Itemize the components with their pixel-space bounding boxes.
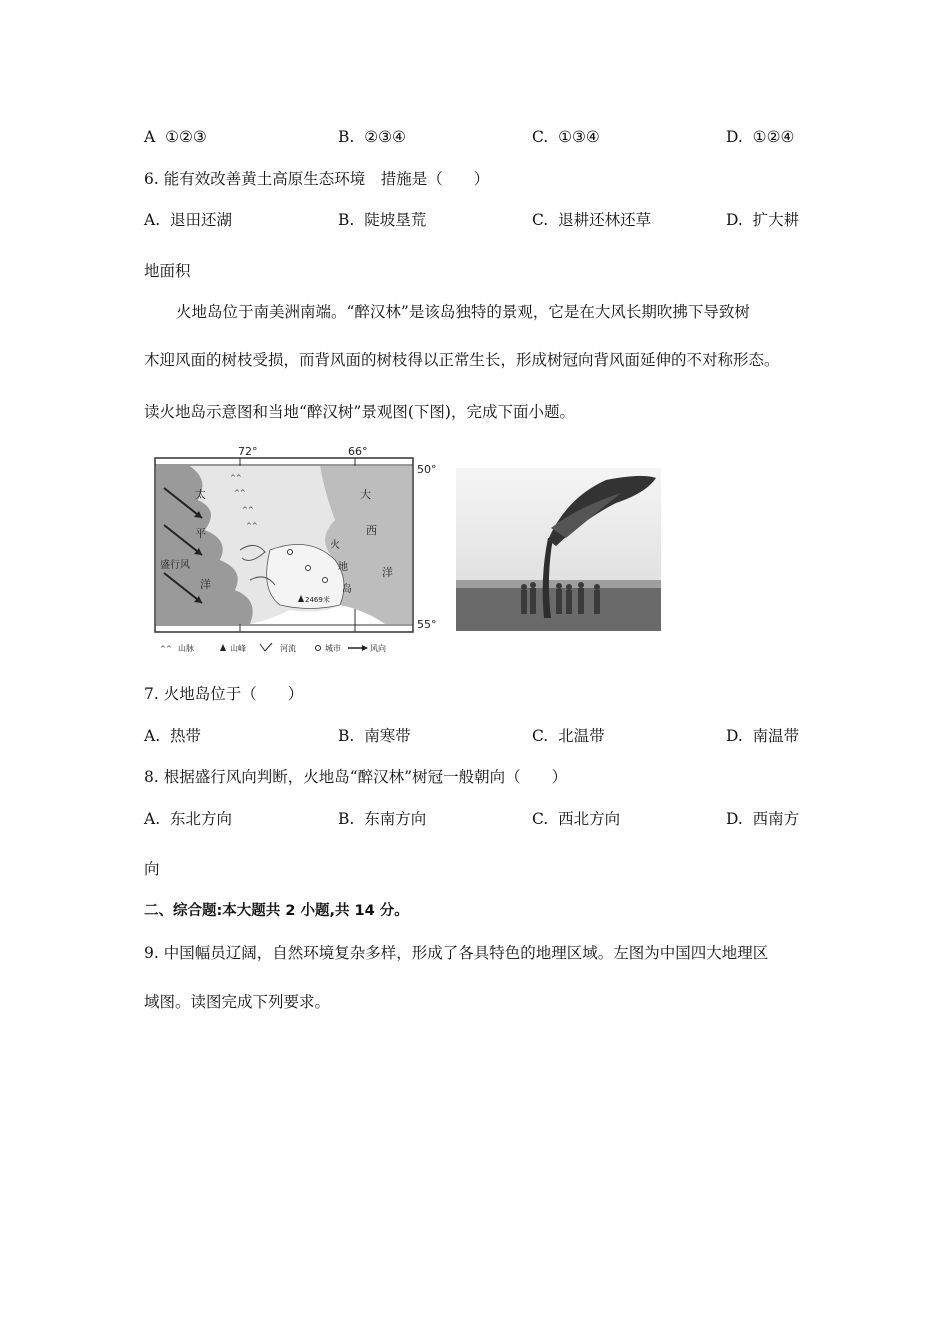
q5-option-c: C. ①③④: [532, 128, 600, 146]
atlantic-char-2: 西: [366, 524, 377, 537]
legend-city: 城市: [325, 644, 341, 653]
q7-option-d: D. 南温带: [726, 727, 800, 745]
legend-mountain: 山脉: [178, 644, 194, 653]
q8-option-d-wrap: 向: [144, 860, 160, 878]
svg-text:^^: ^^: [230, 474, 242, 482]
lat-label-55: 55°: [417, 618, 437, 631]
atlantic-char-1: 大: [360, 488, 371, 501]
drunken-tree-photo: [456, 468, 661, 631]
q7-option-b: B. 南寒带: [338, 727, 411, 745]
q7-stem: 7. 火地岛位于（ ）: [144, 685, 304, 703]
lat-label-50: 50°: [417, 463, 437, 476]
pacific-char-2: 平: [195, 527, 206, 540]
island-char-1: 火: [330, 540, 340, 551]
q5-option-d: D. ①②④: [726, 128, 795, 146]
q7-option-a: A. 热带: [144, 727, 201, 745]
legend-city-icon: [316, 646, 321, 651]
q9-line-1: 9. 中国幅员辽阔，自然环境复杂多样，形成了各具特色的地理区域。左图为中国四大地理区: [144, 944, 769, 962]
passage-line-1: 火地岛位于南美洲南端。“醉汉林”是该岛独特的景观，它是在大风长期吹拂下导致树: [176, 303, 750, 321]
q6-option-d: D. 扩大耕: [726, 211, 800, 229]
q5-option-a: A ①②③: [144, 128, 207, 146]
q8-option-b: B. 东南方向: [338, 810, 427, 828]
wind-label: 盛行风: [160, 560, 190, 571]
q6-option-d-wrap: 地面积: [144, 262, 191, 280]
q8-option-c: C. 西北方向: [532, 810, 621, 828]
legend-wind: 风向: [370, 644, 386, 653]
passage-line-2: 木迎风面的树枝受损，而背风面的树枝得以正常生长，形成树冠向背风面延伸的不对称形态。: [144, 351, 780, 369]
tierra-del-fuego-map: [150, 440, 450, 660]
island-char-2: 地: [338, 562, 348, 573]
passage-line-3: 读火地岛示意图和当地“醉汉树”景观图(下图)，完成下面小题。: [144, 403, 575, 421]
svg-text:^^: ^^: [242, 506, 254, 514]
q5-option-b: B. ②③④: [338, 128, 406, 146]
legend-river-icon: [260, 643, 272, 651]
legend-peak: 山峰: [230, 644, 246, 653]
q8-option-a: A. 东北方向: [144, 810, 232, 828]
island-char-3: 岛: [342, 584, 352, 595]
q6-option-c: C. 退耕还林还草: [532, 211, 652, 229]
section-2-heading: 二、综合题:本大题共 2 小题,共 14 分。: [144, 903, 409, 919]
legend-peak-icon: [220, 644, 226, 651]
q7-option-c: C. 北温带: [532, 727, 605, 745]
q6-option-a: A. 退田还湖: [144, 211, 232, 229]
pacific-char-1: 太: [195, 488, 206, 501]
svg-text:^^: ^^: [246, 522, 258, 530]
map-legend: [160, 643, 386, 653]
atlantic-char-3: 洋: [382, 566, 393, 579]
q9-line-2: 域图。读图完成下列要求。: [144, 993, 331, 1011]
q8-option-d: D. 西南方: [726, 810, 800, 828]
svg-text:^^: ^^: [160, 645, 172, 653]
legend-river: 河流: [280, 644, 296, 653]
pacific-char-3: 洋: [200, 578, 211, 591]
q8-stem: 8. 根据盛行风向判断，火地岛“醉汉林”树冠一般朝向（ ）: [144, 768, 568, 786]
lon-label-66: 66°: [348, 445, 368, 458]
peak-label: 2469米: [305, 596, 330, 604]
svg-text:^^: ^^: [234, 489, 246, 497]
q6-option-b: B. 陡坡垦荒: [338, 211, 427, 229]
lon-label-72: 72°: [238, 445, 258, 458]
q6-stem: 6. 能有效改善黄土高原生态环境 措施是（ ）: [144, 170, 490, 188]
